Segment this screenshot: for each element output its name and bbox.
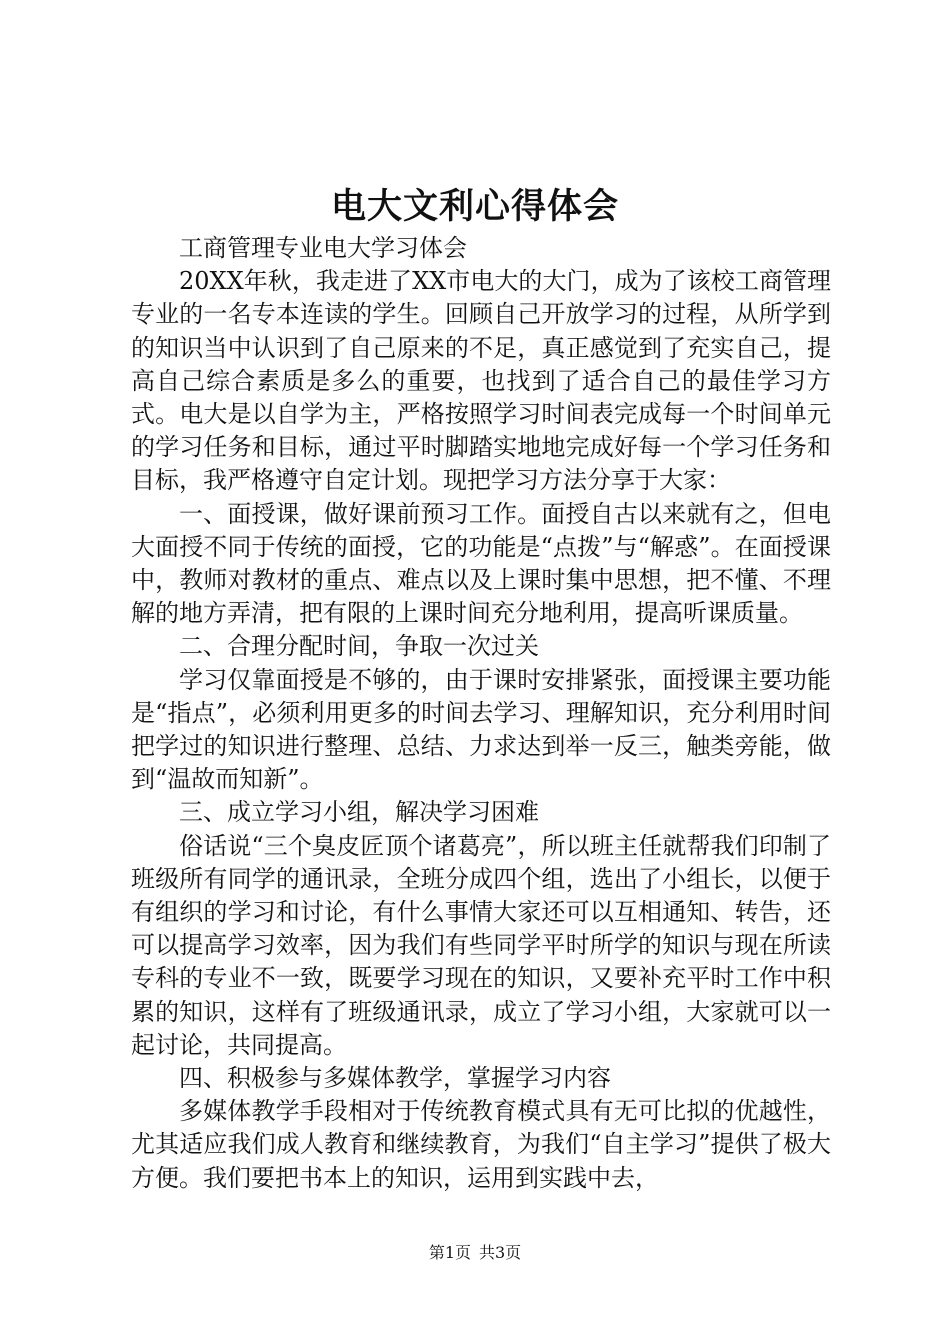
paragraph: 多媒体教学手段相对于传统教育模式具有无可比拟的优越性，尤其适应我们成人教育和继续教育，为我们“自主学习”提供了极大方便。我们要把书本上的知识，运用到实践中去， <box>131 1097 831 1192</box>
document-title: 电大文利心得体会 <box>330 186 619 227</box>
paragraph: 俗话说“三个臭皮匠顶个诸葛亮”，所以班主任就帮我们印制了班级所有同学的通讯录，全班分成四个组，选出了小组长，以便于有组织的学习和讨论，有什么事情大家还可以互相通知、转告，还可以提高学习效率，因为我们有些同学平时所学的知识与现在所读专科的专业不一致，既要学习现在的知识，又要补充平时工作中积累的知识，这样有了班级通讯录，成立了学习小组，大家就可以一起讨论，共同提高。 <box>131 831 831 1059</box>
section-heading: 三、成立学习小组，解决学习困难 <box>179 798 539 827</box>
paragraph-subtitle: 工商管理专业电大学习体会 <box>179 234 467 262</box>
section-heading: 四、积极参与多媒体教学，掌握学习内容 <box>179 1064 611 1093</box>
paragraph: 学习仅靠面授是不够的，由于课时安排紧张，面授课主要功能是“指点”，必须利用更多的时间去学习、理解知识，充分利用时间把学过的知识进行整理、总结、力求达到举一反三，触类旁能，做到“温故而知新”。 <box>131 665 831 794</box>
page-number: 第1页 <box>428 1243 471 1262</box>
paragraph: 一、面授课，做好课前预习工作。面授自古以来就有之，但电大面授不同于传统的面授，它的功能是“点拨”与“解惑”。在面授课中，教师对教材的重点、难点以及上课时集中思想，把不懂、不理解的地方弄清，把有限的上课时间充分地利用，提高听课质量。 <box>131 499 831 628</box>
page-footer <box>0 1242 950 1264</box>
paragraph: 20XX年秋，我走进了XX市电大的大门，成为了该校工商管理专业的一名专本连读的学生。回顾自己开放学习的过程，从所学到的知识当中认识到了自己原来的不足，真正感觉到了充实自己，提高自己综合素质是多么的重要，也找到了适合自己的最佳学习方式。电大是以自学为主，严格按照学习时间表完成每一个时间单元的学习任务和目标，通过平时脚踏实地地完成好每一个学习任务和目标，我严格遵守自定计划。现把学习方法分享于大家： <box>131 267 831 495</box>
page-total: 共3页 <box>479 1243 522 1262</box>
section-heading: 二、合理分配时间，争取一次过关 <box>179 632 539 661</box>
document-body <box>131 232 831 1195</box>
